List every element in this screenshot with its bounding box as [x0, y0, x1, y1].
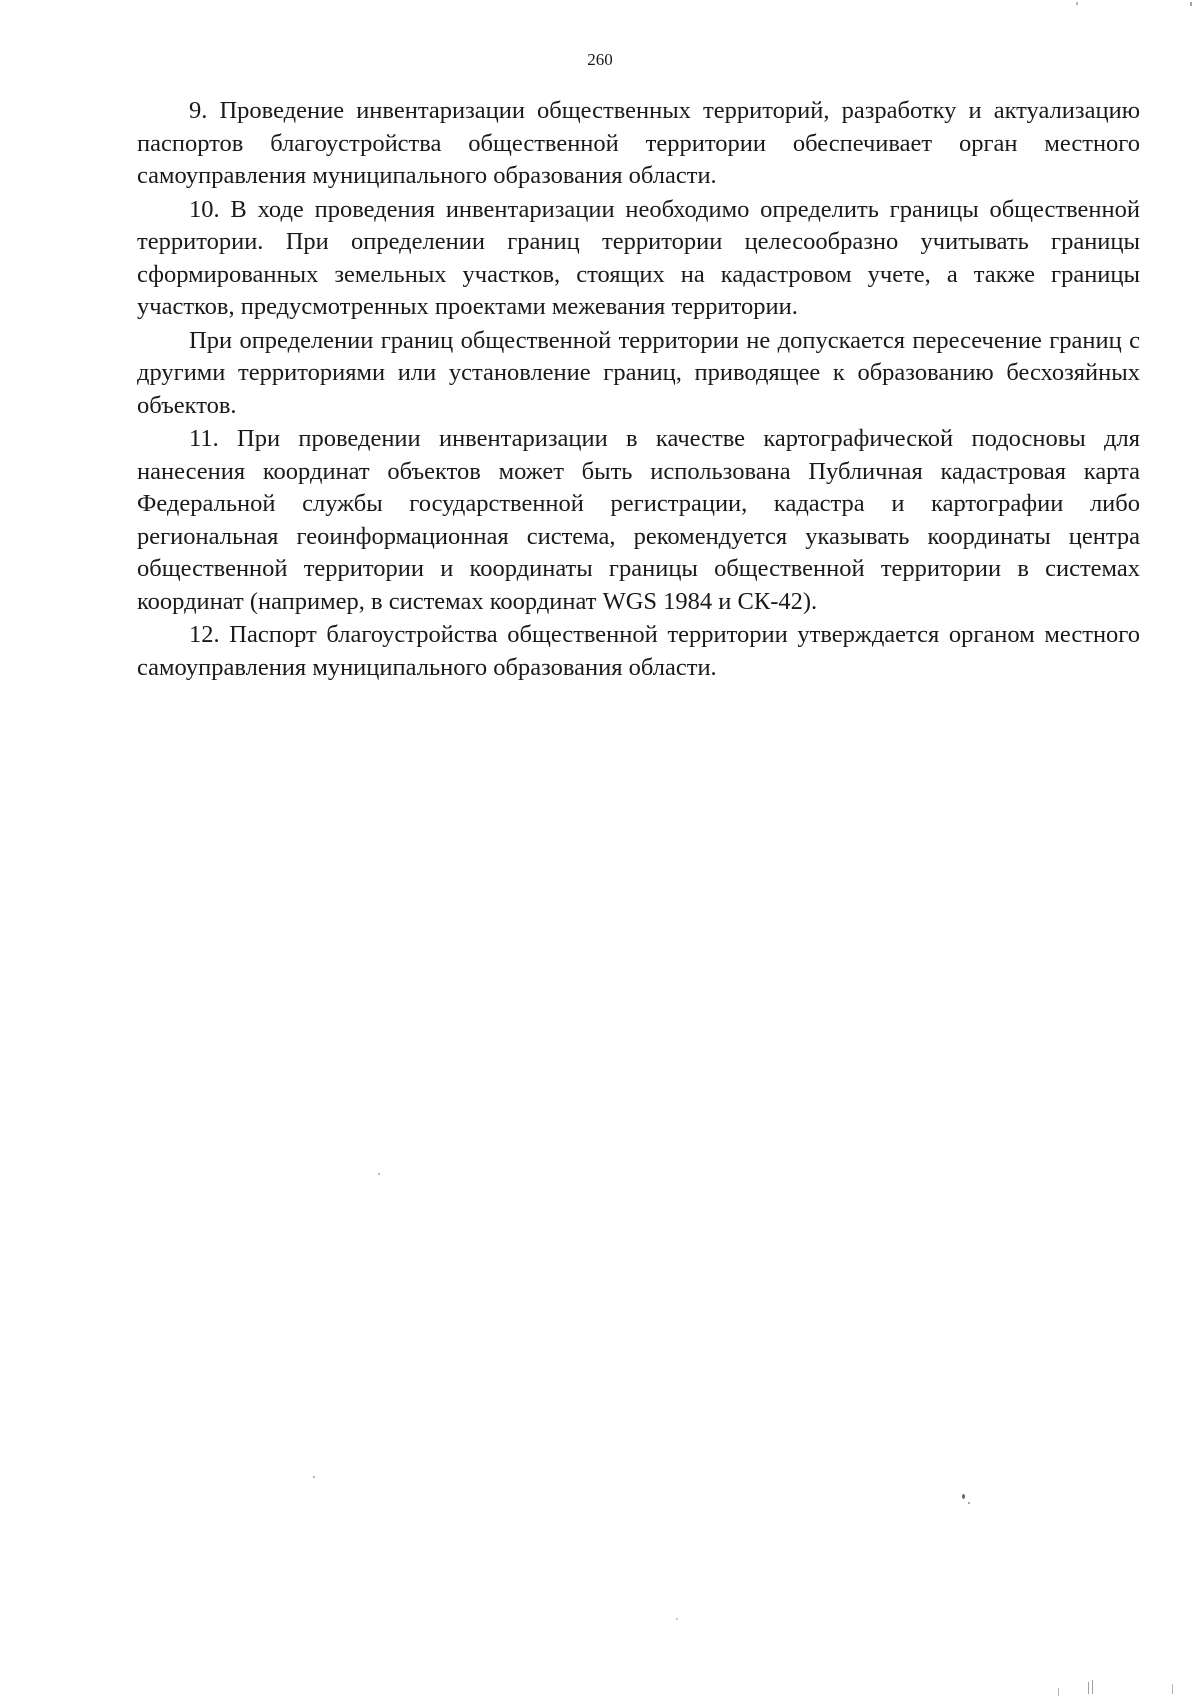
document-body: [137, 95, 1140, 684]
scan-speck: [1172, 1684, 1173, 1694]
paragraph-item-11: 11. При проведении инвентаризации в качестве картографической подосновы для нанесения координат объектов может быть использована Публичная кадастровая карта Федеральной службы государственной регистрации, кадастра и картографии либо региональная геоинформационная система, рекомендуется указывать координаты центра общественной территории и координаты границы общественной территории в системах координат (например, в системах координат WGS 1984 и СК-42).: [137, 425, 1140, 615]
paragraph-item-10-continued: При определении границ общественной территории не допускается пересечение границ с другими территориями или установление границ, приводящее к образованию бесхозяйных объектов.: [137, 326, 1140, 419]
scan-speck: [962, 1494, 965, 1499]
scan-speck: [1076, 2, 1078, 5]
scan-speck: [1088, 1682, 1089, 1694]
paragraph-item-12: 12. Паспорт благоустройства общественной территории утверждается органом местного самоуправления муниципального образования области.: [137, 621, 1140, 681]
scan-speck: [676, 1618, 678, 1620]
page-number: 260: [587, 50, 613, 69]
scan-speck: [313, 1476, 315, 1478]
scan-speck: [1092, 1680, 1093, 1694]
paragraph-item-10: 10. В ходе проведения инвентаризации необходимо определить границы общественной территории. При определении границ территории целесообразно учитывать границы сформированных земельных участков, стоящих на кадастровом учете, а также границы участков, предусмотренных проектами межевания территории.: [137, 195, 1140, 320]
scan-speck: [378, 1173, 380, 1175]
scan-speck: [968, 1502, 970, 1504]
paragraph-item-9: 9. Проведение инвентаризации общественных территорий, разработку и актуализацию паспортов благоустройства общественной территории обеспечивает орган местного самоуправления муниципального образования области.: [137, 97, 1140, 189]
scan-speck: [1058, 1688, 1059, 1696]
scan-speck: [1190, 2, 1192, 6]
